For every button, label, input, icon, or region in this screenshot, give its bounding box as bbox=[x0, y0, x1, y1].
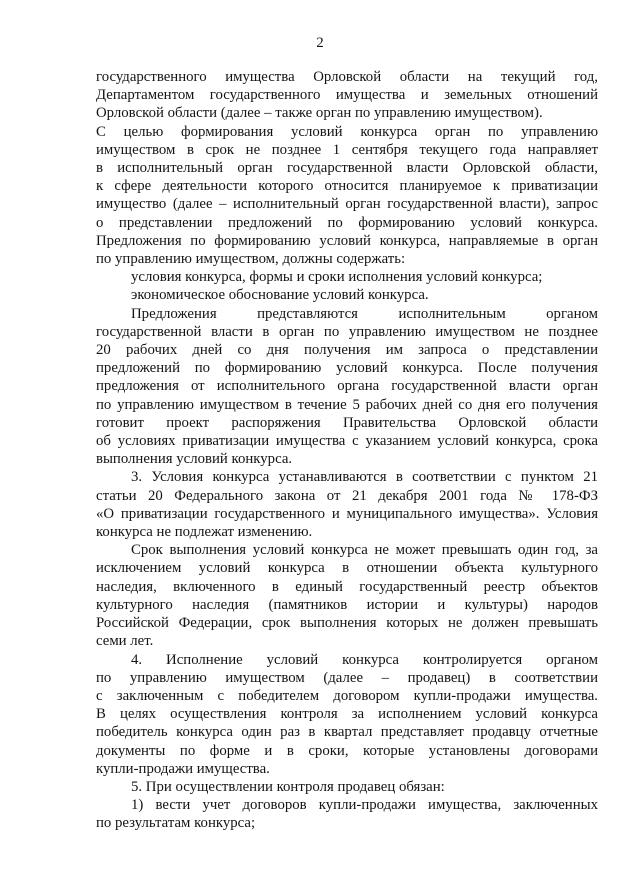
text-line: имущество (далее – исполнительный орган государственной власти), запрос bbox=[96, 196, 598, 213]
page-number: 2 bbox=[316, 35, 324, 51]
text-line: Департаментом государственного имущества и земельных отношений bbox=[96, 87, 598, 104]
text-line: 20 рабочих дней со дня получения им запроса о представлении bbox=[96, 342, 598, 359]
text-line: Предложения по формированию условий конкурса, направляемые в орган bbox=[96, 232, 598, 249]
text-line: культурного наследия (памятников истории и культуры) народов bbox=[96, 596, 598, 613]
paragraph-item-3 bbox=[96, 468, 598, 541]
text-line: условия конкурса, формы и сроки исполнения условий конкурса; bbox=[131, 269, 543, 286]
text-line: 1) вести учет договоров купли-продажи имущества, заключенных bbox=[131, 797, 598, 814]
paragraph-item-4 bbox=[96, 651, 598, 778]
text-line: экономическое обоснование условий конкурса. bbox=[131, 287, 429, 304]
text-line: предложения от исполнительного органа государственной власти орган bbox=[96, 378, 598, 395]
list-item-conditions bbox=[96, 268, 598, 286]
text-line: Орловской области (далее – также орган по управлению имуществом). bbox=[96, 105, 543, 122]
text-line: предложений по формированию условий конкурса. После получения bbox=[96, 360, 598, 377]
text-line: победитель конкурса один раз в квартал представляет продавцу отчетные bbox=[96, 724, 598, 741]
document-body bbox=[96, 68, 598, 833]
text-line: семи лет. bbox=[96, 633, 154, 650]
text-line: готовит проект распоряжения Правительства Орловской области bbox=[96, 414, 598, 431]
paragraph-term bbox=[96, 541, 598, 650]
text-line: выполнения условий конкурса. bbox=[96, 451, 293, 468]
text-line: по управлению имуществом в течение 5 рабочих дней со дня его получения bbox=[96, 396, 598, 413]
text-line: В целях осуществления контроля за исполнением условий конкурса bbox=[96, 706, 598, 723]
text-line: Предложения представляются исполнительным органом bbox=[131, 305, 598, 322]
paragraph-subitem-1 bbox=[96, 796, 598, 832]
text-line: в исполнительный орган государственной власти Орловской области, bbox=[96, 160, 598, 177]
text-line: по управлению имуществом (далее – продавец) в соответствии bbox=[96, 669, 598, 686]
text-line: 3. Условия конкурса устанавливаются в соответствии с пунктом 21 bbox=[131, 469, 598, 486]
text-line: С целью формирования условий конкурса орган по управлению bbox=[96, 123, 598, 140]
paragraph-proposals bbox=[96, 305, 598, 469]
text-line: исключением условий конкурса в отношении объекта культурного bbox=[96, 560, 598, 577]
text-line: государственной власти в орган по управлению имуществом не позднее bbox=[96, 323, 598, 340]
text-line: Срок выполнения условий конкурса не может превышать один год, за bbox=[131, 542, 598, 559]
text-line: о представлении предложений по формированию условий конкурса. bbox=[96, 214, 598, 231]
text-line: имуществом в срок не позднее 1 сентября текущего года направляет bbox=[96, 141, 598, 158]
text-line: конкурса не подлежат изменению. bbox=[96, 524, 313, 541]
text-line: с заключенным с победителем договором купли-продажи имущества. bbox=[96, 687, 598, 704]
text-line: об условиях приватизации имущества с указанием условий конкурса, срока bbox=[96, 433, 598, 450]
text-line: «О приватизации государственного и муниципального имущества». Условия bbox=[96, 505, 598, 522]
text-line: купли-продажи имущества. bbox=[96, 760, 270, 777]
text-line: по управлению имуществом, должны содержать: bbox=[96, 251, 406, 268]
list-item-justification bbox=[96, 286, 598, 304]
text-line: по результатам конкурса; bbox=[96, 815, 256, 832]
text-line: документы по форме и в сроки, которые установлены договорами bbox=[96, 742, 598, 759]
text-line: к сфере деятельности которого относится планируемое к приватизации bbox=[96, 178, 598, 195]
text-line: статьи 20 Федерального закона от 21 декабря 2001 года № 178-ФЗ bbox=[96, 487, 598, 504]
text-line: государственного имущества Орловской области на текущий год, bbox=[96, 69, 598, 85]
text-line: наследия, включенного в единый государственный реестр объектов bbox=[96, 578, 598, 595]
paragraph-continuation bbox=[96, 68, 598, 123]
text-line: 4. Исполнение условий конкурса контролируется органом bbox=[131, 651, 598, 668]
text-line: Российской Федерации, срок выполнения которых не должен превышать bbox=[96, 615, 598, 632]
paragraph-request bbox=[96, 123, 598, 269]
text-line: 5. При осуществлении контроля продавец обязан: bbox=[131, 778, 445, 795]
paragraph-item-5 bbox=[96, 778, 598, 796]
